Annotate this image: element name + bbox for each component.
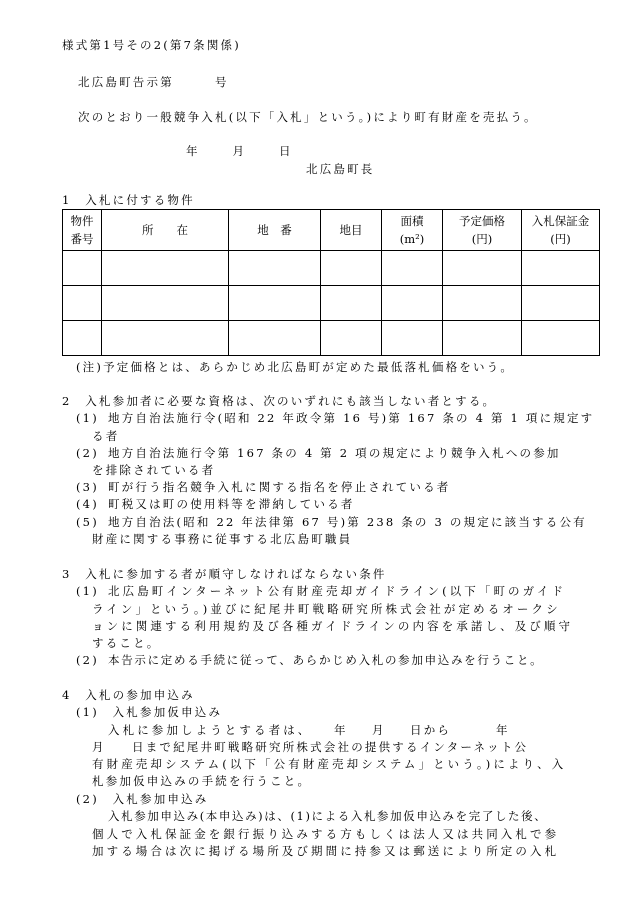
- table-cell: [102, 286, 229, 321]
- section4-sub1-line1c: 月: [372, 723, 386, 737]
- table-cell: [522, 251, 600, 286]
- section4-sub2-line2: 個人で入札保証金を銀行振り込みする方もしくは法人又は共同入札で参: [92, 827, 560, 841]
- table-cell: [382, 286, 443, 321]
- table-cell: [321, 251, 382, 286]
- table-cell: [522, 286, 600, 321]
- section2-item4-line1: 町税又は町の使用料等を滞納している者: [108, 497, 355, 511]
- notice-number: 北広島町告示第 号: [78, 75, 229, 89]
- section4-sub2-line3: 加する場合は次に掲げる場所及び期間に持参又は郵送により所定の入札: [92, 844, 560, 858]
- table-cell: [443, 286, 522, 321]
- section2-title: 2 入札参加者に必要な資格は、次のいずれにも該当しない者とする。: [62, 394, 497, 408]
- section4-sub1-line2b: 日まで紀尾井町戦略研究所株式会社の提供するインターネット公: [132, 740, 529, 754]
- section4-sub1-line1e: 年: [496, 723, 510, 737]
- table-cell: [522, 321, 600, 356]
- table-cell: [102, 251, 229, 286]
- col-header-planned-price: 予定価格 (円): [443, 210, 522, 251]
- section3-item1-line4: すること。: [92, 636, 161, 650]
- table-cell: [102, 321, 229, 356]
- table-cell: [321, 321, 382, 356]
- intro-text: 次のとおり一般競争入札(以下「入札」という。)により町有財産を売払う。: [78, 110, 538, 124]
- section3-item2-num: (2): [76, 653, 99, 667]
- form-id: 様式第1号その2(第7条関係): [62, 38, 241, 52]
- col-header-deposit: 入札保証金 (円): [522, 210, 600, 251]
- section3-item1-line1: 北広島町インターネット公有財産売却ガイドライン(以下「町のガイド: [108, 584, 567, 598]
- col-header-area: 面積 (m²): [382, 210, 443, 251]
- section2-item2-line1: 地方自治法施行令第 167 条の 4 第 2 項の規定により競争入札への参加: [108, 446, 561, 460]
- table-cell: [63, 251, 102, 286]
- section1-title: 1 入札に付する物件: [62, 193, 195, 207]
- table-row: [63, 321, 600, 356]
- section4-sub2-line1: 入札参加申込み(本申込み)は、(1)による入札参加仮申込みを完了した後、: [108, 809, 548, 823]
- col-header-land-category: 地目: [321, 210, 382, 251]
- section2-item1-line1: 地方自治法施行令(昭和 22 年政令第 16 号)第 167 条の 4 第 1 項に規定す: [108, 411, 595, 425]
- col-header-location: 所 在: [102, 210, 229, 251]
- table-cell: [229, 321, 321, 356]
- section2-item2-num: (2): [76, 446, 99, 460]
- col-header-lot: 地 番: [229, 210, 321, 251]
- section2-item3-line1: 町が行う指名競争入札に関する指名を停止されている者: [108, 480, 451, 494]
- mayor-title: 北広島町長: [306, 162, 375, 176]
- section2-item4-num: (4): [76, 497, 99, 511]
- date-line: 年 月 日: [186, 144, 295, 158]
- section2-item2-line2: を排除されている者: [92, 463, 216, 477]
- section4-sub1-heading: (1) 入札参加仮申込み: [76, 705, 223, 719]
- table-row: [63, 286, 600, 321]
- section3-item1-line2: ライン」という。)並びに紀尾井町戦略研究所株式会社が定めるオークシ: [92, 602, 561, 616]
- section3-item1-num: (1): [76, 584, 99, 598]
- table-cell: [229, 286, 321, 321]
- col-header-number: 物件 番号: [63, 210, 102, 251]
- section4-sub1-line1a: 入札に参加しようとする者は、: [108, 723, 313, 737]
- section4-sub1-line4: 札参加仮申込みの手続を行うこと。: [92, 774, 312, 788]
- property-table: [62, 209, 600, 356]
- table-cell: [443, 321, 522, 356]
- table-cell: [443, 251, 522, 286]
- section2-item5-line1: 地方自治法(昭和 22 年法律第 67 号)第 238 条の 3 の規定に該当する公有: [108, 515, 587, 529]
- section3-title: 3 入札に参加する者が順守しなければならない条件: [62, 567, 387, 581]
- section3-item2-line1: 本告示に定める手続に従って、あらかじめ入札の参加申込みを行うこと。: [108, 653, 544, 667]
- table-cell: [382, 321, 443, 356]
- table-cell: [63, 321, 102, 356]
- section4-sub1-line2a: 月: [92, 740, 106, 754]
- section4-sub1-line1b: 年: [334, 723, 348, 737]
- section2-item1-num: (1): [76, 411, 99, 425]
- table-row: [63, 251, 600, 286]
- section2-item1-line2: る者: [92, 429, 120, 443]
- section4-sub1-line1d: 日から: [410, 723, 452, 737]
- section2-item5-num: (5): [76, 515, 99, 529]
- section4-title: 4 入札の参加申込み: [62, 688, 195, 702]
- table-header-row: [63, 210, 600, 251]
- table-cell: [229, 251, 321, 286]
- section2-item3-num: (3): [76, 480, 99, 494]
- section3-item1-line3: ョンに関連する利用規約及び各種ガイドラインの内容を承諾し、及び順守: [92, 619, 574, 633]
- section4-sub1-line3: 有財産売却システム(以下「公有財産売却システム」という。)により、入: [92, 757, 567, 771]
- section4-sub2-heading: (2) 入札参加申込み: [76, 792, 209, 806]
- table-cell: [321, 286, 382, 321]
- table-cell: [63, 286, 102, 321]
- section2-item5-line2: 財産に関する事務に従事する北広島町職員: [92, 532, 353, 546]
- table-cell: [382, 251, 443, 286]
- table-note: (注)予定価格とは、あらかじめ北広島町が定めた最低落札価格をいう。: [76, 360, 515, 374]
